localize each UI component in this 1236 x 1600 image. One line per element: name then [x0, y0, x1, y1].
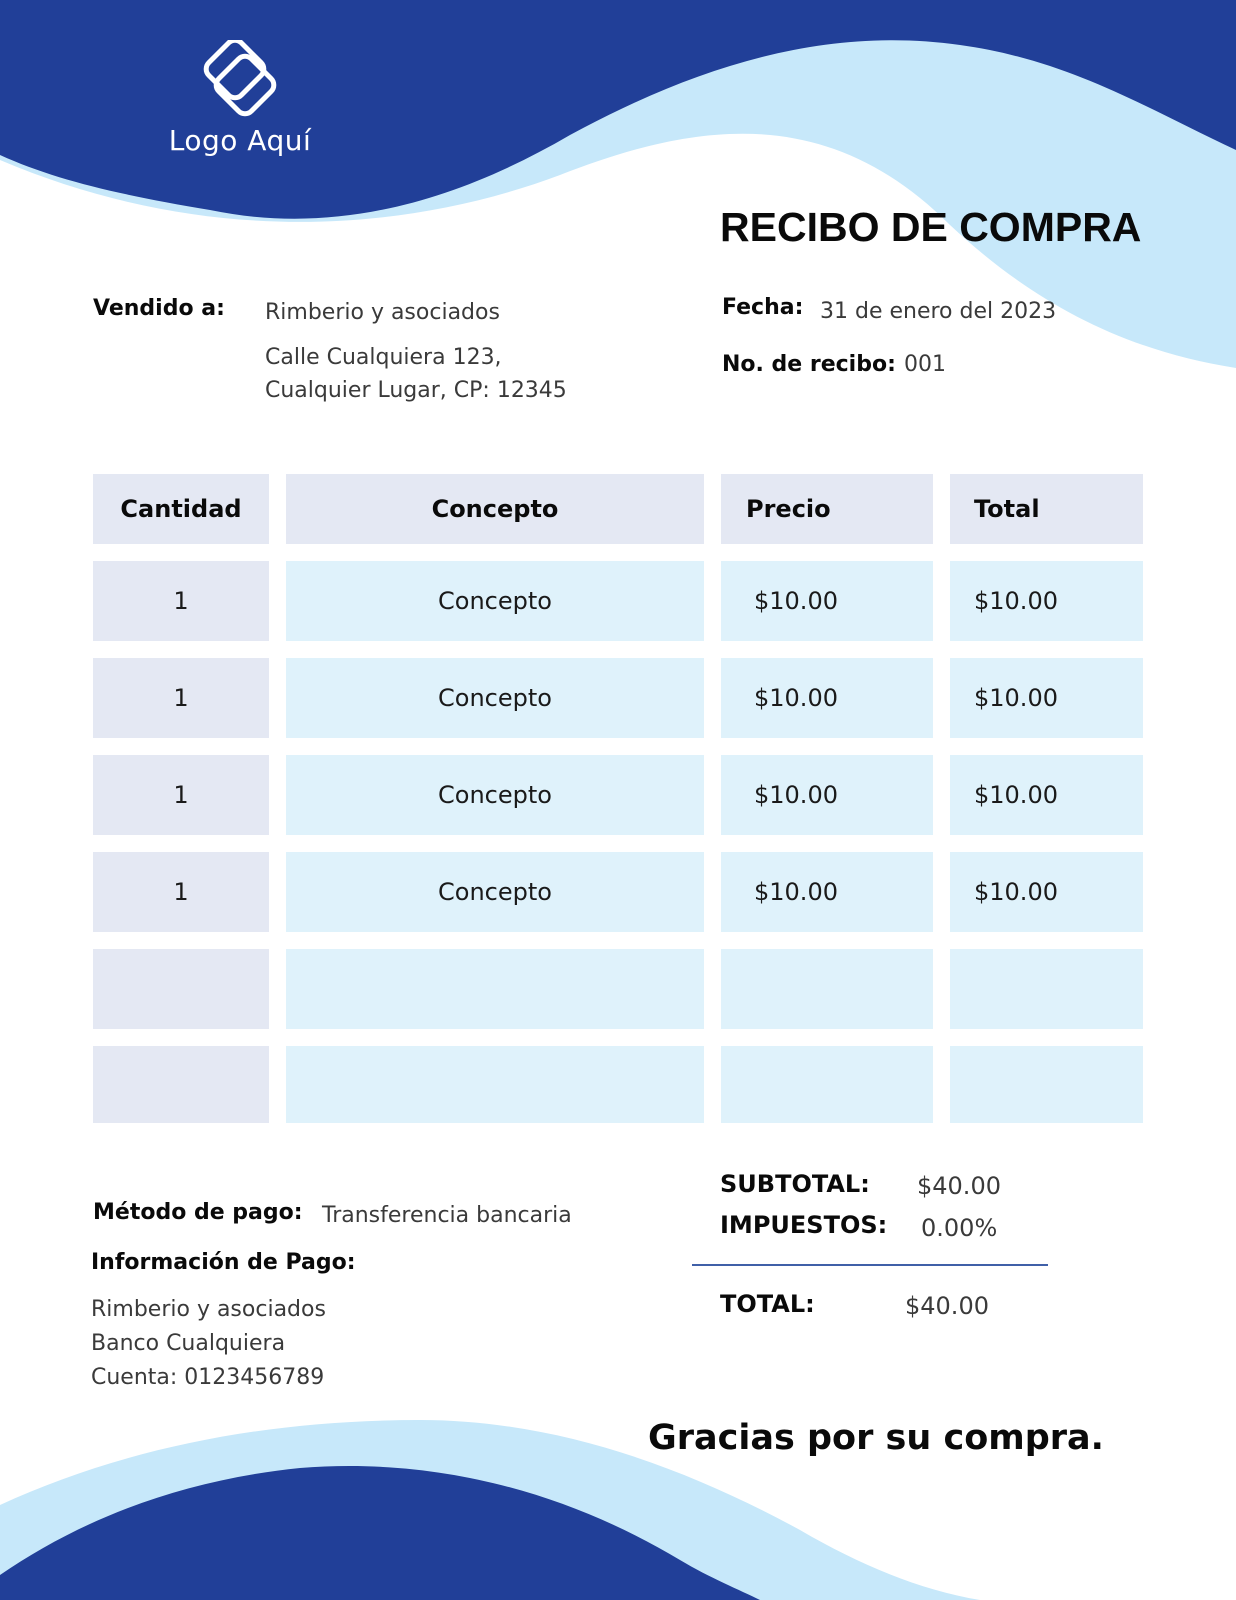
cell-concept: Concepto — [286, 852, 704, 932]
total-label: TOTAL: — [720, 1290, 815, 1318]
payment-info-line1: Rimberio y asociados — [91, 1297, 326, 1322]
date-value: 31 de enero del 2023 — [820, 299, 1057, 324]
table-row — [93, 852, 1143, 932]
tax-label: IMPUESTOS: — [720, 1211, 888, 1239]
total-value: $40.00 — [905, 1292, 989, 1320]
cell-total: $10.00 — [950, 755, 1143, 835]
tax-value: 0.00% — [921, 1214, 998, 1242]
payment-method-value: Transferencia bancaria — [322, 1203, 572, 1228]
header-price: Precio — [721, 474, 933, 544]
cell-total — [950, 949, 1143, 1029]
cell-concept — [286, 1046, 704, 1123]
table-header-row — [93, 474, 1143, 544]
header-quantity: Cantidad — [93, 474, 269, 544]
cell-total: $10.00 — [950, 561, 1143, 641]
receipt-number-label: No. de recibo: — [722, 352, 896, 377]
sold-to-address-line1: Calle Cualquiera 123, — [265, 345, 502, 370]
date-label: Fecha: — [722, 295, 804, 320]
subtotal-value: $40.00 — [917, 1172, 1001, 1200]
logo-text: Logo Aquí — [168, 124, 312, 157]
cell-total: $10.00 — [950, 852, 1143, 932]
receipt-number-value: 001 — [904, 352, 946, 377]
payment-method-label: Método de pago: — [93, 1200, 303, 1225]
thank-you-message: Gracias por su compra. — [648, 1418, 1104, 1458]
table-row-empty — [93, 1046, 1143, 1123]
cell-quantity: 1 — [93, 561, 269, 641]
document-title: RECIBO DE COMPRA — [720, 204, 1142, 250]
cell-quantity: 1 — [93, 852, 269, 932]
cell-concept: Concepto — [286, 755, 704, 835]
payment-info-line3: Cuenta: 0123456789 — [91, 1365, 325, 1390]
cell-price: $10.00 — [721, 755, 933, 835]
payment-info-line2: Banco Cualquiera — [91, 1331, 286, 1356]
cell-concept: Concepto — [286, 561, 704, 641]
table-row-empty — [93, 949, 1143, 1029]
sold-to-name: Rimberio y asociados — [265, 300, 500, 325]
cell-price: $10.00 — [721, 852, 933, 932]
cell-quantity — [93, 949, 269, 1029]
cell-price — [721, 1046, 933, 1123]
table-row — [93, 561, 1143, 641]
header-concept: Concepto — [286, 474, 704, 544]
table-row — [93, 755, 1143, 835]
subtotal-label: SUBTOTAL: — [720, 1170, 870, 1198]
payment-info-label: Información de Pago: — [91, 1250, 356, 1275]
cell-price: $10.00 — [721, 561, 933, 641]
totals-divider — [692, 1264, 1048, 1266]
sold-to-label: Vendido a: — [93, 296, 225, 321]
items-table — [93, 474, 1143, 1140]
cell-price: $10.00 — [721, 658, 933, 738]
header-total: Total — [950, 474, 1143, 544]
cell-total — [950, 1046, 1143, 1123]
cell-concept: Concepto — [286, 658, 704, 738]
cell-quantity — [93, 1046, 269, 1123]
cell-total: $10.00 — [950, 658, 1143, 738]
cell-concept — [286, 949, 704, 1029]
cell-quantity: 1 — [93, 755, 269, 835]
logo-icon — [190, 40, 290, 120]
table-row — [93, 658, 1143, 738]
sold-to-address-line2: Cualquier Lugar, CP: 12345 — [265, 378, 567, 403]
cell-quantity: 1 — [93, 658, 269, 738]
cell-price — [721, 949, 933, 1029]
